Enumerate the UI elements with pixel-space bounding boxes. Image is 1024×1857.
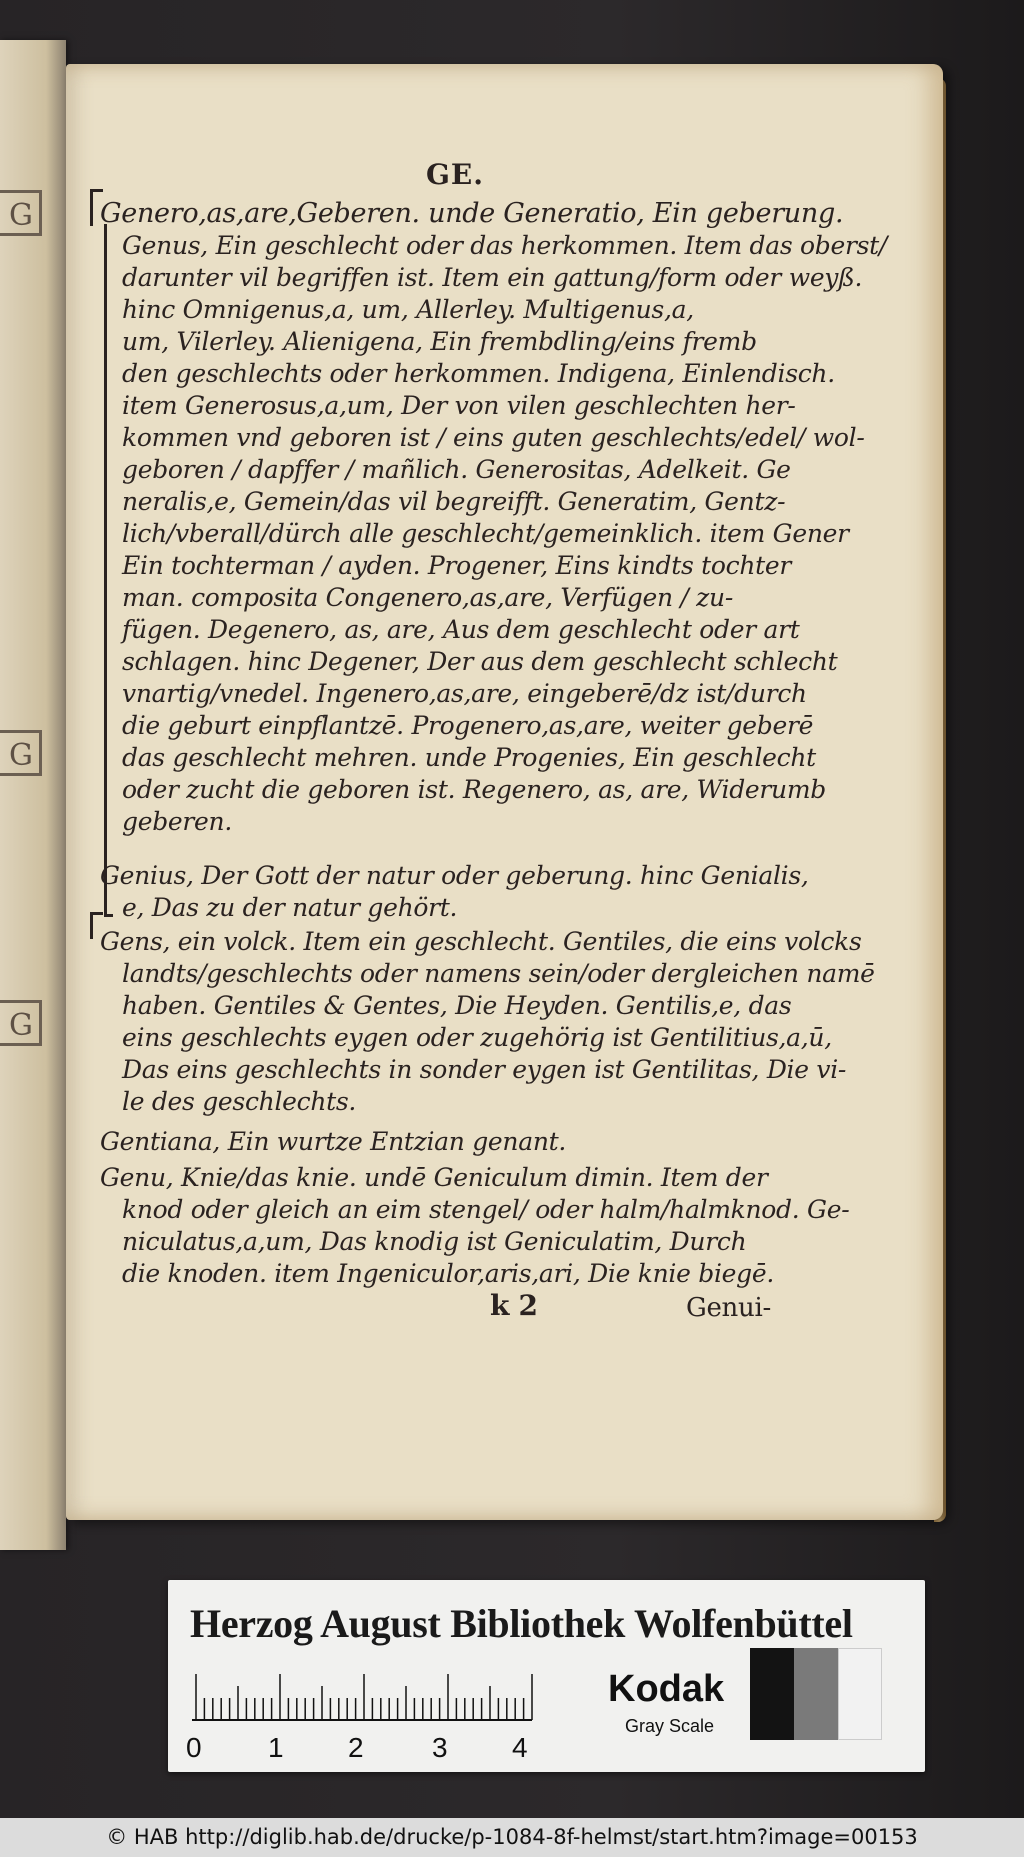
library-name: Herzog August Bibliothek Wolfenbüttel xyxy=(190,1601,853,1646)
signature-mark: k 2 xyxy=(490,1289,538,1322)
library-label-card xyxy=(168,1580,925,1772)
text-line: den geschlechts oder herkommen. Indigena, Einlendisch. xyxy=(122,359,835,388)
citation-url-bar: © HAB http://diglib.hab.de/drucke/p-1084-8f-helmst/start.htm?image=00153 xyxy=(0,1818,1024,1857)
scale-number: 2 xyxy=(348,1732,364,1763)
entry-bracket xyxy=(104,224,113,917)
text-line: eins geschlechts eygen oder zugehörig ist Gentilitius,a,ū, xyxy=(122,1023,832,1052)
gray-swatch-white xyxy=(838,1648,882,1740)
text-line: Ein tochterman / ayden. Progener, Eins kindts tochter xyxy=(122,551,792,580)
kodak-logo: Kodak xyxy=(608,1668,725,1710)
gray-swatch-black xyxy=(750,1648,794,1740)
text-line: Genus, Ein geschlecht oder das herkommen. Item das oberst/ xyxy=(122,231,888,260)
text-line: vnartig/vnedel. Ingenero,as,are, eingeberē/dz ist/durch xyxy=(122,679,807,708)
text-line: die geburt einpflantzē. Progenero,as,are, weiter geberē xyxy=(122,711,814,740)
text-line: das geschlecht mehren. unde Progenies, Ein geschlecht xyxy=(122,743,816,772)
bracket-mark: G xyxy=(0,190,42,236)
text-line: e, Das zu der natur gehört. xyxy=(122,893,458,922)
bracket-mark: G xyxy=(0,1000,42,1046)
text-line: Genu, Knie/das knie. undē Geniculum dimin. Item der xyxy=(100,1163,768,1192)
catchword: Genui- xyxy=(686,1293,771,1323)
text-line: Gentiana, Ein wurtze Entzian genant. xyxy=(100,1127,567,1156)
text-line: kommen vnd geboren ist / eins guten geschlechts/edel/ wol- xyxy=(122,423,865,452)
text-line: um, Vilerley. Alienigena, Ein frembdling/eins fremb xyxy=(122,327,757,356)
text-line: lich/vberall/dürch alle geschlecht/gemeinklich. item Gener xyxy=(122,519,849,548)
scale-number: 0 xyxy=(186,1732,202,1763)
text-line: haben. Gentiles & Gentes, Die Heyden. Gentilis,e, das xyxy=(122,991,792,1020)
text-line: oder zucht die geboren ist. Regenero, as, are, Widerumb xyxy=(122,775,826,804)
text-line: le des geschlechts. xyxy=(122,1087,357,1116)
text-line: knod oder gleich an eim stengel/ oder halm/halmknod. Ge- xyxy=(122,1195,850,1224)
text-line: hinc Omnigenus,a, um, Allerley. Multigenus,a, xyxy=(122,295,694,324)
text-line: geberen. xyxy=(122,807,232,836)
book-page xyxy=(66,64,943,1520)
text-line: Gens, ein volck. Item ein geschlecht. Gentiles, die eins volcks xyxy=(100,927,862,956)
text-line: Das eins geschlechts in sonder eygen ist Gentilitas, Die vi- xyxy=(122,1055,847,1084)
text-line: darunter vil begriffen ist. Item ein gattung/form oder weyß. xyxy=(122,263,863,292)
text-line: geboren / dapffer / mañlich. Generositas, Adelkeit. Ge xyxy=(122,455,791,484)
scale-number: 3 xyxy=(432,1732,448,1763)
text-line: landts/geschlechts oder namens sein/oder dergleichen namē xyxy=(122,959,875,988)
text-line: man. composita Congenero,as,are, Verfügen / zu- xyxy=(122,583,733,612)
text-line: die knoden. item Ingeniculor,aris,ari, Die knie biegē. xyxy=(122,1259,774,1288)
gray-scale-label: Gray Scale xyxy=(625,1716,715,1736)
bracket-mark: G xyxy=(0,730,42,776)
previous-page-edge xyxy=(0,40,66,1550)
text-line: fügen. Degenero, as, are, Aus dem geschlecht oder art xyxy=(122,615,800,644)
text-line: neralis,e, Gemein/das vil begreifft. Generatim, Gentz- xyxy=(122,487,786,516)
text-line: item Generosus,a,um, Der von vilen geschlechten her- xyxy=(122,391,796,420)
text-line: schlagen. hinc Degener, Der aus dem geschlecht schlecht xyxy=(122,647,838,676)
text-line: niculatus,a,um, Das knodig ist Geniculatim, Durch xyxy=(122,1227,747,1256)
scale-number: 4 xyxy=(512,1732,528,1763)
scale-ruler xyxy=(192,1672,538,1722)
page-header: GE. xyxy=(426,158,485,191)
text-line: Genius, Der Gott der natur oder geberung. hinc Genialis, xyxy=(100,861,809,890)
gray-swatch-mid xyxy=(794,1648,838,1740)
scale-number: 1 xyxy=(268,1732,284,1763)
text-line: Genero,as,are,Geberen. unde Generatio, Ein geberung. xyxy=(100,198,844,229)
page-text xyxy=(66,64,943,1520)
